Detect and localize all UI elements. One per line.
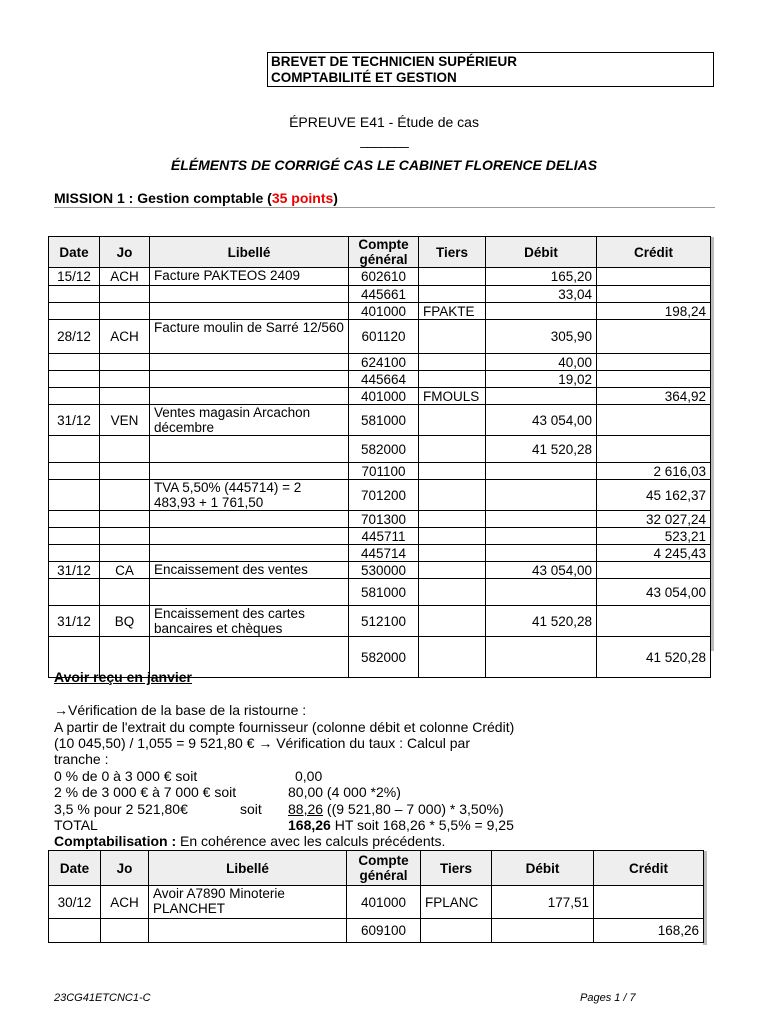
tranche-3-value: [288, 801, 504, 817]
cell-compte: 701100: [349, 463, 419, 480]
total-amount: 168,26: [288, 817, 331, 833]
cell-date: [49, 371, 100, 388]
table-row: [49, 388, 711, 405]
table-row: [49, 303, 711, 320]
cell-jo: ACH: [100, 268, 150, 286]
cell-libelle: [150, 436, 349, 463]
tranche-1-value: 0,00: [295, 768, 323, 784]
header-line-1: BREVET DE TECHNICIEN SUPÉRIEUR: [271, 54, 518, 69]
cell-libelle: Encaissement des cartes bancaires et chèques: [150, 606, 349, 637]
table-row: [49, 463, 711, 480]
tranche-3-detail: ((9 521,80 – 7 000) * 3,50%): [323, 801, 504, 817]
cell-date: [49, 286, 100, 303]
mission-prefix: MISSION 1 : Gestion comptable (: [54, 190, 272, 206]
cell-date: [49, 545, 100, 562]
avoir-heading: Avoir reçu en janvier: [54, 669, 192, 685]
cell-debit: [486, 511, 597, 528]
cell-libelle: TVA 5,50% (445714) = 2 483,93 + 1 761,50: [150, 480, 349, 511]
cell-credit: [594, 886, 704, 919]
cell-compte: 582000: [349, 436, 419, 463]
cell-debit: 43 054,00: [486, 405, 597, 436]
cell-tiers: [419, 286, 486, 303]
cell-jo: VEN: [100, 405, 150, 436]
cell-tiers: [419, 480, 486, 511]
table-row: [49, 436, 711, 463]
cell-libelle: [150, 371, 349, 388]
cell-credit: 43 054,00: [597, 579, 711, 606]
cell-libelle: Facture PAKTEOS 2409: [150, 268, 349, 286]
table-row: [49, 528, 711, 545]
cell-tiers: [419, 545, 486, 562]
col-compte: Compte général: [349, 237, 419, 268]
cell-debit: [486, 545, 597, 562]
mission-heading: [54, 190, 338, 206]
col-jo: Jo: [100, 237, 150, 268]
table-row: [49, 606, 711, 637]
tranche-2-value: 80,00 (4 000 *2%): [288, 784, 401, 800]
cell-debit: 41 520,28: [486, 436, 597, 463]
cell-credit: 168,26: [594, 919, 704, 943]
avoir-line-2: (10 045,50) / 1,055 = 9 521,80 € → Vérification du taux : Calcul par: [54, 735, 470, 751]
exam-header-box: [267, 52, 714, 87]
cell-debit: [486, 463, 597, 480]
cell-jo: [100, 511, 150, 528]
cell-compte: 445711: [349, 528, 419, 545]
cell-debit: 165,20: [486, 268, 597, 286]
cell-tiers: [419, 354, 486, 371]
table-row: [49, 286, 711, 303]
cell-compte: 624100: [349, 354, 419, 371]
cell-debit: 177,51: [492, 886, 594, 919]
avoir-line-3: tranche :: [54, 751, 109, 767]
cell-date: [49, 388, 100, 405]
cell-date: [49, 579, 100, 606]
cell-libelle: [150, 545, 349, 562]
journal-table-2: [48, 850, 704, 943]
cell-date: [49, 463, 100, 480]
table-row: [49, 919, 704, 943]
col-libelle: Libellé: [150, 237, 349, 268]
cell-debit: 33,04: [486, 286, 597, 303]
cell-date: 31/12: [49, 405, 100, 436]
cell-libelle: [150, 579, 349, 606]
avoir-line-1: A partir de l'extrait du compte fournisseur (colonne débit et colonne Crédit): [54, 719, 515, 735]
cell-date: [49, 436, 100, 463]
cell-jo: [100, 303, 150, 320]
mission-rule: [54, 207, 715, 208]
cell-tiers: [419, 637, 486, 678]
col-tiers: Tiers: [421, 851, 492, 886]
cell-compte: 401000: [349, 388, 419, 405]
cell-date: 30/12: [49, 886, 101, 919]
cell-tiers: [419, 579, 486, 606]
col-tiers: Tiers: [419, 237, 486, 268]
col-compte: Compte général: [347, 851, 421, 886]
cell-libelle: Facture moulin de Sarré 12/560: [150, 320, 349, 354]
cell-libelle: [150, 463, 349, 480]
cell-debit: 19,02: [486, 371, 597, 388]
footer-page: Pages 1 / 7: [580, 992, 636, 1004]
cell-credit: [597, 436, 711, 463]
cell-credit: 198,24: [597, 303, 711, 320]
cell-libelle: Ventes magasin Arcachon décembre: [150, 405, 349, 436]
table-row: [49, 545, 711, 562]
cell-credit: 41 520,28: [597, 637, 711, 678]
mission-suffix: ): [333, 190, 338, 206]
cell-libelle: [150, 286, 349, 303]
table-row: [49, 405, 711, 436]
comptabilisation-label: Comptabilisation :: [54, 833, 177, 849]
cell-debit: [486, 528, 597, 545]
col-credit: Crédit: [594, 851, 704, 886]
cell-compte: 445714: [349, 545, 419, 562]
cell-debit: [486, 388, 597, 405]
cell-debit: [486, 579, 597, 606]
col-credit: Crédit: [597, 237, 711, 268]
tranche-3-soit: soit: [240, 801, 262, 817]
cell-jo: ACH: [101, 886, 149, 919]
cell-compte: 530000: [349, 562, 419, 579]
total-label: TOTAL: [54, 817, 98, 833]
cell-jo: [100, 371, 150, 388]
cell-credit: [597, 286, 711, 303]
cell-date: [49, 480, 100, 511]
cell-date: [49, 919, 101, 943]
cell-credit: 32 027,24: [597, 511, 711, 528]
cell-date: [49, 511, 100, 528]
cell-tiers: [419, 606, 486, 637]
cell-tiers: [419, 562, 486, 579]
cell-credit: [597, 562, 711, 579]
cell-compte: 581000: [349, 405, 419, 436]
cell-jo: [100, 579, 150, 606]
cell-tiers: FMOULS: [419, 388, 486, 405]
cell-credit: 4 245,43: [597, 545, 711, 562]
cell-libelle: Avoir A7890 Minoterie PLANCHET: [149, 886, 347, 919]
cell-debit: [486, 637, 597, 678]
cell-jo: [101, 919, 149, 943]
cell-jo: CA: [100, 562, 150, 579]
cell-tiers: [419, 371, 486, 388]
table-row: [49, 480, 711, 511]
cell-credit: 364,92: [597, 388, 711, 405]
cell-debit: [486, 480, 597, 511]
table-row: [49, 320, 711, 354]
cell-libelle: [149, 919, 347, 943]
cell-credit: 45 162,37: [597, 480, 711, 511]
cell-tiers: [419, 528, 486, 545]
cell-debit: [492, 919, 594, 943]
cell-jo: BQ: [100, 606, 150, 637]
cell-libelle: [150, 528, 349, 545]
cell-libelle: [150, 354, 349, 371]
cell-jo: [100, 528, 150, 545]
cell-jo: [100, 436, 150, 463]
footer-code: 23CG41ETCNC1-C: [54, 992, 151, 1004]
cell-debit: 43 054,00: [486, 562, 597, 579]
col-date: Date: [49, 851, 101, 886]
cell-jo: ACH: [100, 320, 150, 354]
table-row: [49, 511, 711, 528]
cell-date: 15/12: [49, 268, 100, 286]
avoir-verif: →Vérification de la base de la ristourne :: [54, 702, 307, 718]
cell-tiers: [419, 320, 486, 354]
cell-compte: 582000: [349, 637, 419, 678]
mission-points: 35 points: [271, 190, 334, 206]
exam-subtitle: ÉPREUVE E41 - Étude de cas: [289, 114, 479, 130]
tranche-2-label: 2 % de 3 000 € à 7 000 € soit: [54, 784, 237, 800]
cell-compte: 401000: [349, 303, 419, 320]
col-libelle: Libellé: [149, 851, 347, 886]
table-row: [49, 579, 711, 606]
cell-date: [49, 303, 100, 320]
cell-jo: [100, 463, 150, 480]
comptabilisation-line: [54, 833, 445, 849]
cell-debit: 40,00: [486, 354, 597, 371]
cell-compte: 602610: [349, 268, 419, 286]
journal-table-1: [48, 236, 711, 678]
cell-tiers: [419, 268, 486, 286]
cell-jo: [100, 388, 150, 405]
cell-compte: 401000: [347, 886, 421, 919]
cell-tiers: [421, 919, 492, 943]
cell-compte: 601120: [349, 320, 419, 354]
cell-jo: [100, 545, 150, 562]
cell-jo: [100, 286, 150, 303]
cell-tiers: [419, 463, 486, 480]
cell-credit: [597, 268, 711, 286]
cell-compte: 512100: [349, 606, 419, 637]
cell-tiers: FPAKTE: [419, 303, 486, 320]
cell-date: [49, 354, 100, 371]
cell-libelle: [150, 303, 349, 320]
cell-tiers: [419, 405, 486, 436]
cell-debit: [486, 303, 597, 320]
cell-date: 31/12: [49, 606, 100, 637]
cell-date: 31/12: [49, 562, 100, 579]
cell-compte: 445661: [349, 286, 419, 303]
cell-compte: 701300: [349, 511, 419, 528]
table-row: [49, 562, 711, 579]
cell-libelle: [150, 511, 349, 528]
cell-credit: [597, 606, 711, 637]
col-debit: Débit: [486, 237, 597, 268]
cell-jo: [100, 480, 150, 511]
document-title: ÉLÉMENTS DE CORRIGÉ CAS LE CABINET FLORENCE DELIAS: [170, 157, 598, 173]
cell-credit: 2 616,03: [597, 463, 711, 480]
total-detail: HT soit 168,26 * 5,5% = 9,25: [330, 817, 514, 833]
col-date: Date: [49, 237, 100, 268]
cell-credit: [597, 405, 711, 436]
table-row: [49, 371, 711, 388]
cell-libelle: Encaissement des ventes: [150, 562, 349, 579]
cell-jo: [100, 354, 150, 371]
cell-debit: 305,90: [486, 320, 597, 354]
cell-date: 28/12: [49, 320, 100, 354]
cell-tiers: FPLANC: [421, 886, 492, 919]
cell-libelle: [150, 388, 349, 405]
cell-credit: [597, 371, 711, 388]
col-debit: Débit: [492, 851, 594, 886]
table-row: [49, 354, 711, 371]
header-line-2: COMPTABILITÉ ET GESTION: [271, 70, 457, 85]
cell-tiers: [419, 511, 486, 528]
col-jo: Jo: [101, 851, 149, 886]
separator: _______: [360, 132, 408, 148]
cell-date: [49, 528, 100, 545]
cell-credit: [597, 320, 711, 354]
cell-compte: 701200: [349, 480, 419, 511]
cell-compte: 609100: [347, 919, 421, 943]
cell-compte: 581000: [349, 579, 419, 606]
comptabilisation-text: En cohérence avec les calculs précédents.: [176, 833, 446, 849]
tranche-3-amount: 88,26: [288, 801, 324, 817]
cell-credit: [597, 354, 711, 371]
table-row: [49, 886, 704, 919]
table-row: [49, 268, 711, 286]
total-value: [288, 817, 514, 833]
cell-tiers: [419, 436, 486, 463]
tranche-3-label: 3,5 % pour 2 521,80€: [54, 801, 188, 817]
cell-credit: 523,21: [597, 528, 711, 545]
tranche-1-label: 0 % de 0 à 3 000 € soit: [54, 768, 198, 784]
cell-compte: 445664: [349, 371, 419, 388]
cell-debit: 41 520,28: [486, 606, 597, 637]
